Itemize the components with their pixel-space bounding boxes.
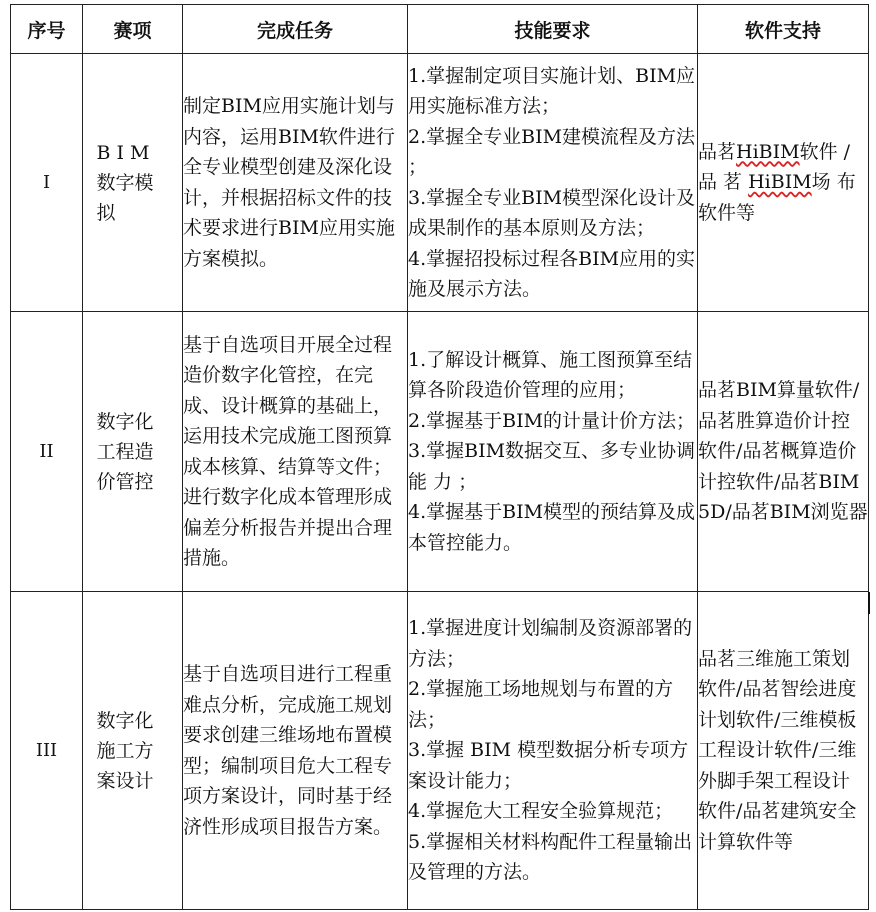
row-event xyxy=(83,54,183,312)
software-text: 软件 / 品 茗 xyxy=(698,140,851,194)
row-num: III xyxy=(11,592,83,910)
table-row xyxy=(11,592,869,910)
skill-item: 3.掌握全专业BIM模型深化设计及成果制作的基本原则及方法； xyxy=(408,186,696,239)
row-task: 基于自选项目开展全过程造价数字化管控，在完成、设计概算的基础上，运用技术完成施工图预算成本核算、结算等文件；进行数字化成本管理形成偏差分析报告并提出合理措施。 xyxy=(183,312,408,592)
skill-item: 4.掌握招投标过程各BIM应用的实施及展示方法。 xyxy=(408,247,696,300)
row-event-text: 数字化工程造价管控 xyxy=(96,410,154,493)
text-cursor xyxy=(868,592,870,614)
row-software xyxy=(698,54,869,312)
skill-item: 2.掌握施工场地规划与布置的方法； xyxy=(408,678,674,731)
row-skills xyxy=(408,312,698,592)
row-skills xyxy=(408,54,698,312)
row-software: 品茗三维施工策划软件/品茗智绘进度计划软件/三维模板工程设计软件/三维外脚手架工程设计软件/品茗建筑安全计算软件等 xyxy=(698,592,869,910)
skill-item: 5.掌握相关材料构配件工程量输出及管理的方法。 xyxy=(408,830,693,884)
header-row xyxy=(11,5,869,54)
row-event xyxy=(83,592,183,910)
skill-item: 3.掌握BIM数据交互、多专业协调能 力 ； xyxy=(408,440,696,493)
software-text: HiBIM xyxy=(736,140,800,163)
skill-item: 1.了解设计概算、施工图预算至结算各阶段造价管理的应用； xyxy=(408,348,693,402)
skill-item: 2.掌握全专业BIM建模流程及方法 ； xyxy=(408,125,696,178)
row-task: 基于自选项目进行工程重难点分析，完成施工规划要求创建三维场地布置模型；编制项目危大工程专项方案设计，同时基于经济性形成项目报告方案。 xyxy=(183,592,408,910)
table-row xyxy=(11,312,869,592)
software-text: HiBIM xyxy=(748,171,812,194)
header-event: 赛项 xyxy=(83,5,183,54)
row-event xyxy=(83,312,183,592)
header-skills: 技能要求 xyxy=(408,5,698,54)
skill-item: 1.掌握制定项目实施计划、BIM应用实施标准方法； xyxy=(408,64,696,117)
row-task: 制定BIM应用实施计划与内容，运用BIM软件进行全专业模型创建及深化设计，并根据招标文件的技术要求进行BIM应用实施方案模拟。 xyxy=(183,54,408,312)
table-row xyxy=(11,54,869,312)
skill-item: 3.掌握 BIM 模型数据分析专项方案设计能力； xyxy=(408,739,689,792)
row-num: I xyxy=(11,54,83,312)
skill-item: 2.掌握基于BIM的计量计价方法； xyxy=(408,409,696,432)
row-software: 品茗BIM算量软件/品茗胜算造价计控软件/品茗概算造价计控软件/品茗BIM5D/品茗BIM浏览器 xyxy=(698,312,869,592)
row-skills xyxy=(408,592,698,910)
header-software: 软件支持 xyxy=(698,5,869,54)
header-num: 序号 xyxy=(11,5,83,54)
row-event-text: B I M 数字模拟 xyxy=(96,141,154,224)
skill-item: 1.掌握进度计划编制及资源部署的方法； xyxy=(408,617,693,670)
row-num: II xyxy=(11,312,83,592)
software-text: 场 布 软件等 xyxy=(698,171,856,224)
header-task: 完成任务 xyxy=(183,5,408,54)
skill-item: 4.掌握危大工程安全验算规范； xyxy=(408,800,674,823)
software-text: 品茗 xyxy=(698,140,737,163)
skill-item: 4.掌握基于BIM模型的预结算及成本管控能力。 xyxy=(408,501,696,554)
competition-table xyxy=(10,4,869,910)
row-event-text: 数字化施工方案设计 xyxy=(96,709,154,792)
